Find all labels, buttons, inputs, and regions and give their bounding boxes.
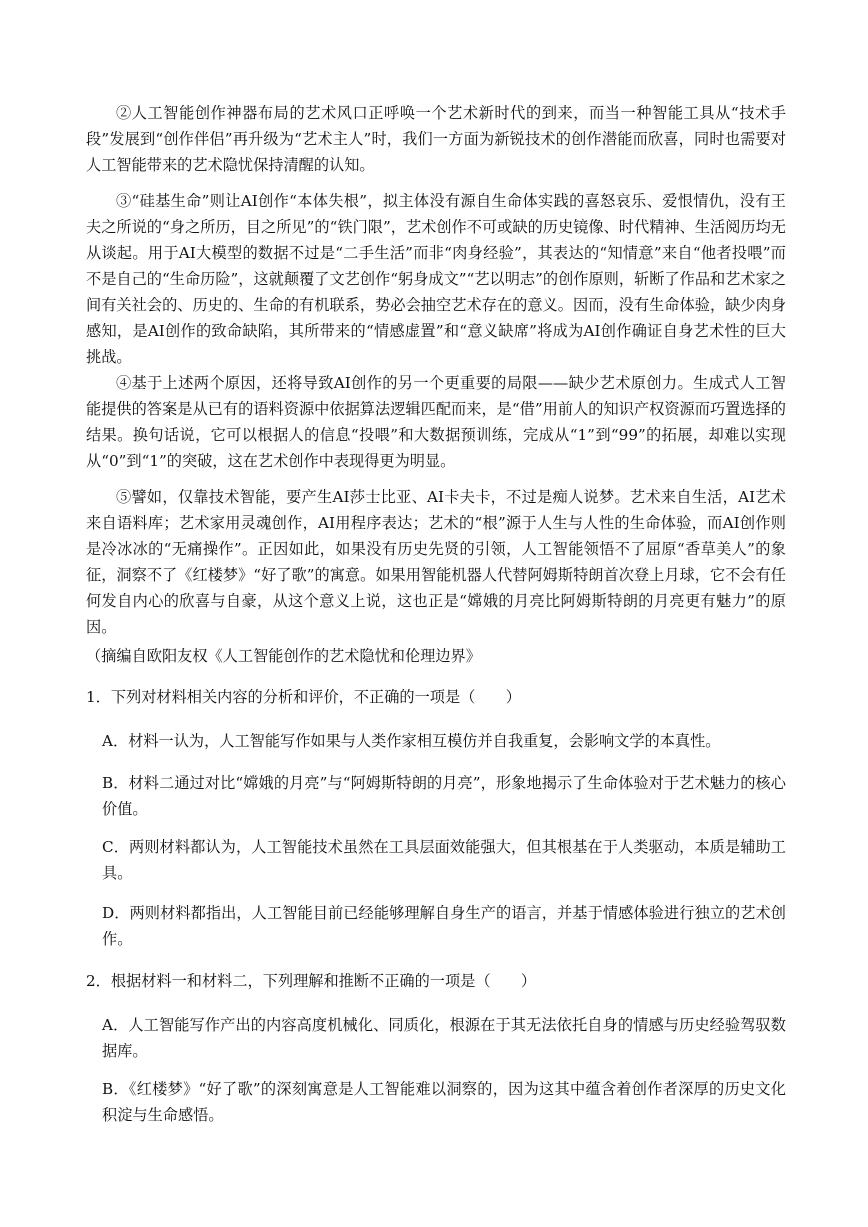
paragraph-5: ⑤譬如，仅靠技术智能，要产生AI莎士比亚、AI卡夫卡，不过是痴人说梦。艺术来自生活，AI艺术来自语料库；艺术家用灵魂创作，AI用程序表达；艺术的“根”源于人生与人性的生命体验，而AI创作则是冷冰冰的“无痛操作”。正因如此，如果没有历史先贤的引领，人工智能领悟不了屈原“香草美人”的象征，洞察不了《红楼梦》“好了歌”的寓意。如果用智能机器人代替阿姆斯特朗首次登上月球，它不会有任何发自内心的欣喜与自豪，从这个意义上说，这也正是“嫦娥的月亮比阿姆斯特朗的月亮更有魅力”的原因。	[86, 488, 786, 636]
question-2-option-a: A．人工智能写作产出的内容高度机械化、同质化，根源在于其无法依托自身的情感与历史经验驾驭数据库。	[102, 1016, 786, 1060]
question-1-option-b: B．材料二通过对比“嫦娥的月亮”与“阿姆斯特朗的月亮”，形象地揭示了生命体验对于艺术魅力的核心价值。	[102, 774, 786, 818]
question-1-stem: 1．下列对材料相关内容的分析和评价，不正确的一项是（ ）	[86, 688, 521, 706]
paragraph-3: ③“硅基生命”则让AI创作“本体失根”，拟主体没有源自生命体实践的喜怒哀乐、爱恨情仇，没有王夫之所说的“身之所历，目之所见”的“铁门限”，艺术创作不可或缺的历史镜像、时代精神、生活阅历均无从谈起。用于AI大模型的数据不过是“二手生活”而非“肉身经验”，其表达的“知情意”来自“他者投喂”而不是自己的“生命历险”，这就颠覆了文艺创作“躬身成文”“艺以明志”的创作原则，斩断了作品和艺术家之间有关社会的、历史的、生命的有机联系，势必会抽空艺术存在的意义。因而，没有生命体验，缺少肉身感知，是AI创作的致命缺陷，其所带来的“情感虚置”和“意义缺席”将成为AI创作确证自身艺术性的巨大挑战。	[86, 192, 786, 366]
paragraph-2: ②人工智能创作神器布局的艺术风口正呼唤一个艺术新时代的到来，而当一种智能工具从“技术手段”发展到“创作伴侣”再升级为“艺术主人”时，我们一方面为新锐技术的创作潜能而欣喜，同时也需要对人工智能带来的艺术隐忧保持清醒的认知。	[86, 104, 786, 174]
question-2-stem: 2．根据材料一和材料二，下列理解和推断不正确的一项是（ ）	[86, 972, 537, 990]
question-1-option-c: C．两则材料都认为，人工智能技术虽然在工具层面效能强大，但其根基在于人类驱动，本质是辅助工具。	[102, 838, 786, 882]
source-citation: （摘编自欧阳友权《人工智能创作的艺术隐忧和伦理边界》	[86, 647, 481, 665]
question-1-option-d: D．两则材料都指出，人工智能目前已经能够理解自身生产的语言，并基于情感体验进行独立的艺术创作。	[102, 904, 786, 948]
question-2-option-b: B．《红楼梦》“好了歌”的深刻寓意是人工智能难以洞察的，因为这其中蕴含着创作者深厚的历史文化积淀与生命感悟。	[102, 1080, 786, 1124]
question-1-option-a: A．材料一认为，人工智能写作如果与人类作家相互模仿并自我重复，会影响文学的本真性。	[102, 732, 721, 750]
paragraph-4: ④基于上述两个原因，还将导致AI创作的另一个更重要的局限——缺少艺术原创力。生成式人工智能提供的答案是从已有的语料资源中依据算法逻辑匹配而来，是“借”用前人的知识产权资源而巧置选择的结果。换句话说，它可以根据人的信息“投喂”和大数据预训练，完成从“1”到“99”的拓展，却难以实现从“0”到“1”的突破，这在艺术创作中表现得更为明显。	[86, 374, 786, 470]
